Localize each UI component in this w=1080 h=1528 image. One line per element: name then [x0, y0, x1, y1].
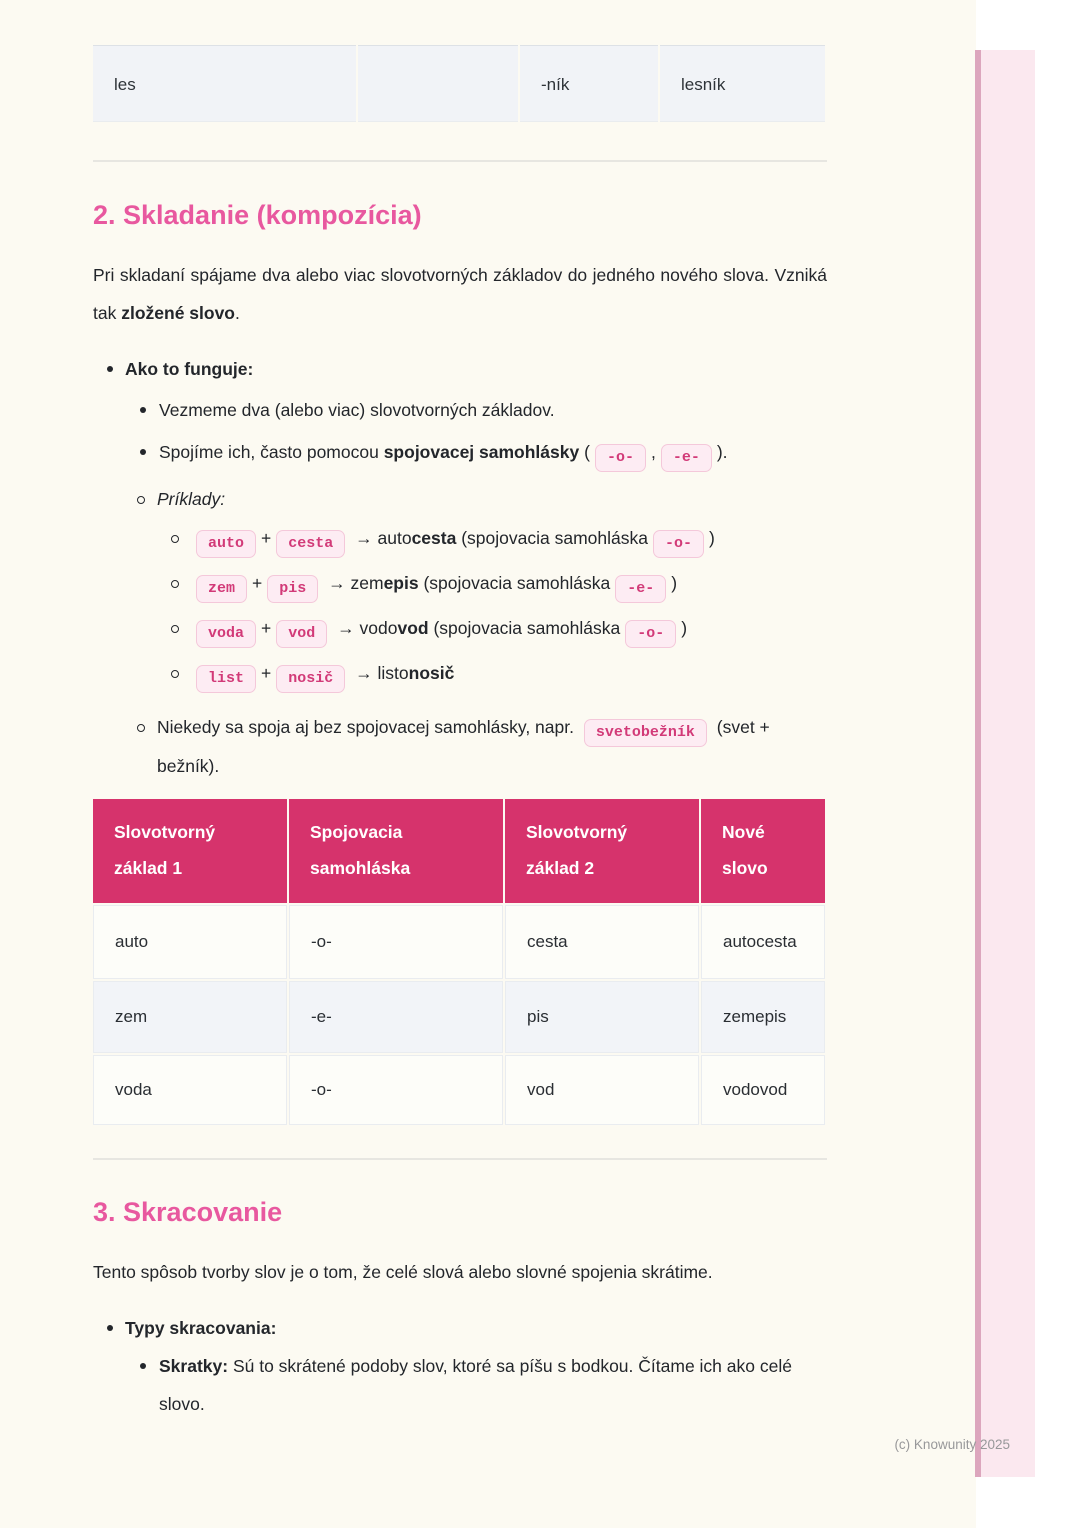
note-text: Niekedy sa spoja aj bez spojovacej samohlásky, napr.	[157, 717, 579, 737]
bullet-disc-icon	[107, 366, 113, 372]
table-cell: -o-	[289, 905, 503, 979]
list-item-note	[93, 708, 827, 785]
bullet-disc-icon	[140, 449, 146, 455]
intro-end: .	[235, 303, 240, 323]
table-cell: lesník	[660, 45, 825, 122]
bullet-disc-icon	[140, 1363, 146, 1369]
section3-intro: Tento spôsob tvorby slov je o tom, že celé slová alebo slovné spojenia skrátime.	[93, 1262, 713, 1282]
table-cell: -ník	[520, 45, 658, 122]
vowel-chip: -o-	[595, 444, 646, 472]
bullet-circle-icon	[171, 625, 179, 633]
bullet-circle-icon	[171, 580, 179, 588]
result-word-bold: nosič	[408, 663, 455, 683]
table-cell: -o-	[289, 1055, 503, 1125]
bullet-circle-icon	[171, 670, 179, 678]
section2-intro	[93, 256, 827, 332]
word-chip: cesta	[276, 530, 345, 558]
skratky-text: Sú to skrátené podoby slov, ktoré sa píšu s bodkou. Čítame ich ako celé slovo.	[159, 1356, 792, 1414]
section2-heading: 2. Skladanie (kompozícia)	[93, 200, 422, 230]
step2-comma: ,	[650, 442, 656, 462]
table-header-cell: Spojovacia samohláska	[289, 799, 503, 903]
copyright-note: (c) Knowunity 2025	[894, 1437, 1010, 1452]
example-tail-close: )	[681, 618, 688, 638]
list-item-skratky	[93, 1347, 827, 1423]
compound-table	[93, 799, 827, 1125]
step2-text: Spojíme ich, často pomocou	[159, 442, 384, 462]
examples-label: Príklady:	[157, 489, 226, 509]
section-divider	[93, 160, 827, 162]
table-cell: cesta	[505, 905, 699, 979]
note-text-end: (svet + bežník).	[157, 717, 770, 776]
table-cell: vodovod	[701, 1055, 825, 1125]
example-item	[93, 609, 827, 653]
example-item	[93, 654, 827, 698]
list-item-step1	[93, 391, 827, 429]
step2-paren-close: ).	[716, 442, 728, 462]
table-cell	[358, 45, 518, 122]
table-cell: -e-	[289, 981, 503, 1053]
list-item-types-label	[93, 1309, 827, 1347]
table-cell: les	[93, 45, 356, 122]
vowel-chip: -o-	[653, 530, 704, 558]
plus-sign: +	[261, 663, 272, 683]
word-chip: auto	[196, 530, 256, 558]
arrow-icon: →	[355, 528, 373, 548]
word-chip: list	[196, 665, 256, 693]
bullet-disc-icon	[140, 407, 146, 413]
word-chip: voda	[196, 620, 256, 648]
skratky-bold: Skratky:	[159, 1356, 229, 1376]
plus-sign: +	[261, 618, 272, 638]
word-chip: vod	[276, 620, 327, 648]
result-word-bold: cesta	[411, 528, 457, 548]
example-tail: (spojovacia samohláska	[423, 573, 611, 593]
table-header-cell: Slovotvorný základ 2	[505, 799, 699, 903]
vowel-chip: -e-	[615, 575, 666, 603]
list-item-step2	[93, 433, 827, 472]
table-header-cell: Slovotvorný základ 1	[93, 799, 287, 903]
bullet-disc-icon	[107, 1325, 113, 1331]
vowel-chip: -e-	[661, 444, 712, 472]
word-chip: nosič	[276, 665, 345, 693]
table-cell: voda	[93, 1055, 287, 1125]
step2-paren-open: (	[579, 442, 590, 462]
section-divider	[93, 1158, 827, 1160]
how-label: Ako to funguje:	[125, 359, 254, 379]
intro-bold: zložené slovo	[121, 303, 235, 323]
step2-bold: spojovacej samohlásky	[383, 442, 580, 462]
types-label: Typy skracovania:	[125, 1318, 277, 1338]
arrow-icon: →	[337, 618, 355, 638]
word-chip: pis	[267, 575, 318, 603]
table-cell: autocesta	[701, 905, 825, 979]
example-tail: (spojovacia samohláska	[433, 618, 621, 638]
section3-heading: 3. Skracovanie	[93, 1197, 283, 1227]
table-cell: zem	[93, 981, 287, 1053]
example-item	[93, 519, 827, 563]
bullet-circle-icon	[137, 496, 145, 504]
plus-sign: +	[252, 573, 263, 593]
result-word: zem	[350, 573, 384, 593]
result-word: vodo	[359, 618, 398, 638]
table-cell: vod	[505, 1055, 699, 1125]
result-word: listo	[377, 663, 409, 683]
page-content	[93, 0, 827, 1423]
result-word: auto	[377, 528, 412, 548]
list-item-how-label	[93, 350, 827, 388]
intro-text: Pri skladaní spájame dva alebo viac slovotvorných základov do jedného nového slova. Vzniká tak	[93, 265, 827, 323]
bullet-circle-icon	[171, 535, 179, 543]
result-word-bold: vod	[397, 618, 429, 638]
table-cell: pis	[505, 981, 699, 1053]
example-item	[93, 564, 827, 608]
table-header-cell: Nové slovo	[701, 799, 825, 903]
example-tail-close: )	[709, 528, 715, 548]
arrow-icon: →	[328, 573, 346, 593]
arrow-icon: →	[355, 663, 373, 683]
suffix-table-fragment	[93, 45, 827, 122]
vowel-chip: -o-	[625, 620, 676, 648]
step1-text: Vezmeme dva (alebo viac) slovotvorných základov.	[159, 400, 555, 420]
example-tail: (spojovacia samohláska	[461, 528, 648, 548]
word-chip: zem	[196, 575, 247, 603]
word-chip: svetobežník	[584, 719, 707, 747]
next-page-edge	[975, 50, 1035, 1477]
result-word-bold: epis	[383, 573, 419, 593]
bullet-circle-icon	[137, 724, 145, 732]
plus-sign: +	[261, 528, 272, 548]
table-cell: auto	[93, 905, 287, 979]
example-tail-close: )	[671, 573, 678, 593]
table-cell: zemepis	[701, 981, 825, 1053]
list-item-examples-label	[93, 480, 827, 518]
